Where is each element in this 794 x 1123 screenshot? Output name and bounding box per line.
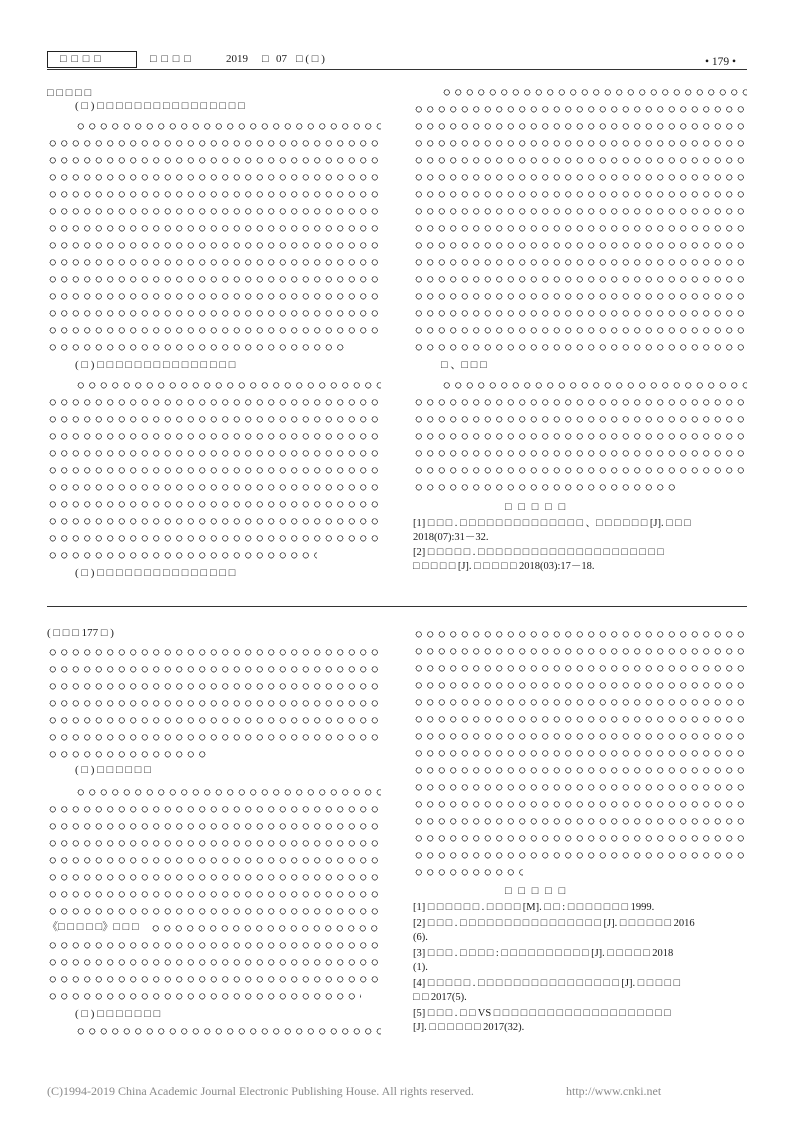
article-divider	[47, 606, 747, 607]
issue-suffix: □ ( □ )	[296, 53, 325, 65]
reference-5-bottom: [5] □ □ □ . □ □ VS □ □ □ □ □ □ □ □ □ □ □ □ □ □ □ □ □ □ □ □	[413, 1008, 671, 1019]
subsection-heading-bottom-2: ( □ ) □ □ □ □ □ □ □	[75, 1008, 161, 1020]
reference-2-bottom: [2] □ □ □ . □ □ □ □ □ □ □ □ □ □ □ □ □ □ □ □ [J]. □ □ □ □ □ □ 2016	[413, 918, 695, 929]
reference-2-top-cont: □ □ □ □ □ [J]. □ □ □ □ □ 2018(03):17－18.	[413, 561, 595, 572]
reference-1-top-cont: 2018(07):31－32.	[413, 532, 489, 543]
book-title-quote: 《□ □ □ □ □》□ □ □	[47, 921, 139, 933]
section-heading-tail: □ □ □ □ □	[47, 87, 92, 99]
cnki-url-link[interactable]: http://www.cnki.net	[566, 1084, 662, 1098]
reference-3-bottom: [3] □ □ □ . □ □ □ □ : □ □ □ □ □ □ □ □ □ □ [J]. □ □ □ □ □ 2018	[413, 948, 674, 959]
reference-1-bottom: [1] □ □ □ □ □ □ . □ □ □ □ [M]. □ □ : □ □ □ □ □ □ □ 1999.	[413, 902, 655, 913]
reference-4-bottom-cont: □ □ 2017(5).	[413, 992, 467, 1003]
reference-5-bottom-cont: [J]. □ □ □ □ □ □ 2017(32).	[413, 1022, 525, 1033]
section-heading-conclusion: □ 、□ □ □	[441, 359, 487, 371]
header-rule	[47, 69, 747, 70]
reference-3-bottom-cont: (1).	[413, 962, 428, 973]
page-number: • 179 •	[705, 56, 737, 68]
continued-from-note: ( □ □ □ 177 □ )	[47, 627, 114, 639]
issue-year: 2019	[226, 53, 248, 65]
body-text-line-last	[75, 1025, 381, 1036]
reference-1-top: [1] □ □ □ . □ □ □ □ □ □ □ □ □ □ □ □ □ □ 、□ □ □ □ □ □ [J]. □ □ □	[413, 518, 691, 529]
issue-prefix: □	[262, 53, 269, 65]
subsection-heading-bottom-1: ( □ ) □ □ □ □ □ □	[75, 764, 151, 776]
references-title-bottom: □ □ □ □ □	[505, 885, 568, 897]
subsection-heading-2: ( □ ) □ □ □ □ □ □ □ □ □ □ □ □ □ □ □	[75, 359, 236, 371]
subsection-heading-1: ( □ ) □ □ □ □ □ □ □ □ □ □ □ □ □ □ □ □	[75, 100, 245, 112]
journal-name: □ □ □ □	[150, 53, 192, 65]
reference-2-bottom-cont: (6).	[413, 932, 428, 943]
copyright-notice: (C)1994-2019 China Academic Journal Electronic Publishing House. All rights reserved.	[47, 1084, 474, 1098]
reference-2-top: [2] □ □ □ □ □ . □ □ □ □ □ □ □ □ □ □ □ □ □ □ □ □ □ □ □ □ □	[413, 547, 664, 558]
references-title-top: □ □ □ □ □	[505, 501, 568, 513]
subsection-heading-3: ( □ ) □ □ □ □ □ □ □ □ □ □ □ □ □ □ □	[75, 567, 236, 579]
reference-4-bottom: [4] □ □ □ □ □ . □ □ □ □ □ □ □ □ □ □ □ □ □ □ □ □ [J]. □ □ □ □ □	[413, 978, 680, 989]
journal-box-text: □ □ □ □	[60, 53, 102, 65]
issue-number: 07	[276, 53, 287, 65]
